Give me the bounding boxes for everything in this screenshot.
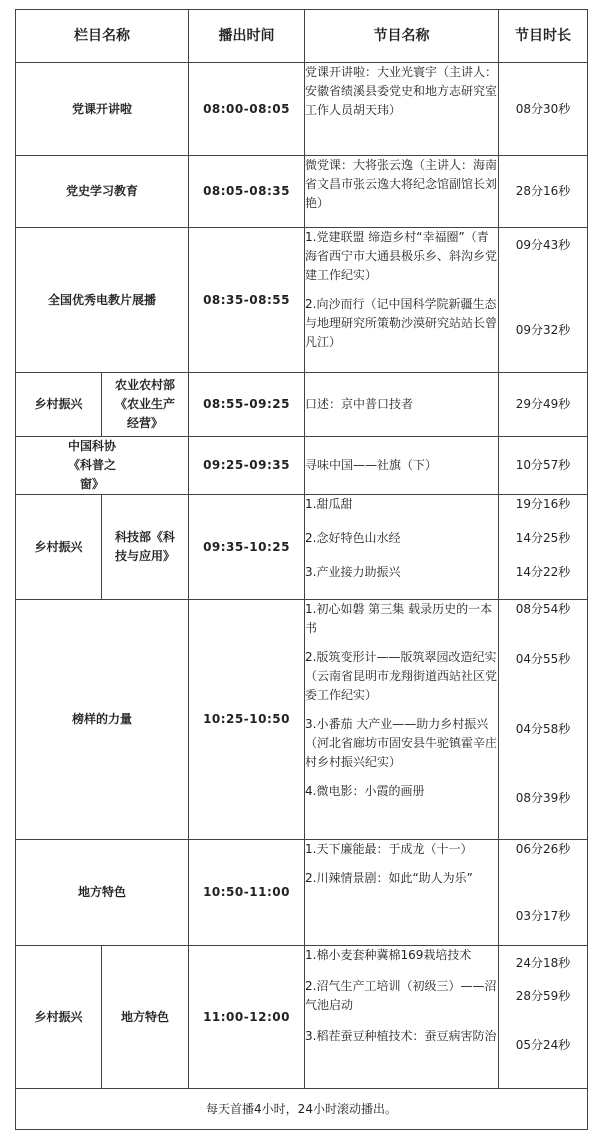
program-item: 2.版筑变形计——版筑翠园改造纪实（云南省昆明市龙翔街道西站社区党委工作纪实） [305, 650, 498, 702]
sub-column-name: 科技部《科技与应用》 [102, 495, 189, 600]
sub-column-name: 地方特色 [102, 946, 189, 1089]
duration-item: 29分49秒 [515, 397, 571, 411]
table-row [16, 495, 588, 600]
program-cell [305, 437, 499, 495]
program-cell [305, 946, 499, 1089]
table-row [16, 840, 588, 946]
program-item: 1.天下廉能最：于成龙（十一） [305, 842, 473, 856]
header-air-time: 播出时间 [189, 10, 305, 63]
air-time: 10:25-10:50 [189, 600, 305, 840]
program-item: 4.微电影：小霞的画册 [305, 784, 425, 798]
duration-item: 08分39秒 [515, 791, 571, 805]
duration-item: 08分54秒 [515, 602, 571, 616]
program-item: 微党课：大将张云逸（主讲人：海南省文昌市张云逸大将纪念馆副馆长刘艳） [305, 158, 498, 210]
header-row [16, 10, 588, 63]
duration-cell [499, 156, 588, 228]
column-name: 中国科协《科普之窗》 [16, 437, 189, 495]
duration-item: 10分57秒 [515, 458, 571, 472]
duration-item: 05分24秒 [515, 1038, 571, 1052]
column-name: 乡村振兴 [16, 946, 102, 1089]
table-row [16, 373, 588, 437]
duration-cell [499, 495, 588, 600]
header-program-name: 节目名称 [305, 10, 499, 63]
duration-cell [499, 63, 588, 156]
table-row [16, 437, 588, 495]
air-time: 10:50-11:00 [189, 840, 305, 946]
column-name: 党史学习教育 [16, 156, 189, 228]
table-row [16, 600, 588, 840]
duration-item: 08分30秒 [515, 101, 571, 116]
table-row [16, 228, 588, 373]
program-item: 口述：京中普口技者 [305, 397, 414, 411]
duration-item: 28分16秒 [515, 184, 571, 198]
duration-item: 03分17秒 [515, 909, 571, 923]
air-time: 09:35-10:25 [189, 495, 305, 600]
program-item: 2.念好特色山水经 [305, 531, 401, 545]
column-name: 地方特色 [16, 840, 189, 946]
program-cell [305, 63, 499, 156]
program-cell [305, 228, 499, 373]
program-item: 2.向沙而行（记中国科学院新疆生态与地理研究所策勒沙漠研究站站长曾凡江） [305, 297, 498, 349]
table-row [16, 156, 588, 228]
air-time: 08:35-08:55 [189, 228, 305, 373]
table-row [16, 63, 588, 156]
air-time: 08:55-09:25 [189, 373, 305, 437]
program-item: 3.产业接力助振兴 [305, 565, 401, 579]
column-name: 榜样的力量 [16, 600, 189, 840]
air-time: 11:00-12:00 [189, 946, 305, 1089]
program-item: 2.沼气生产工培训（初级三）——沼气池启动 [305, 979, 497, 1012]
program-cell [305, 495, 499, 600]
schedule-table [15, 9, 588, 1130]
air-time: 08:00-08:05 [189, 63, 305, 156]
column-name: 党课开讲啦 [16, 63, 189, 156]
program-cell [305, 373, 499, 437]
program-item: 寻味中国——社旗（下） [305, 458, 438, 472]
duration-item: 28分59秒 [515, 989, 571, 1003]
duration-item: 24分18秒 [515, 956, 571, 970]
duration-item: 04分55秒 [515, 652, 571, 666]
duration-cell [499, 600, 588, 840]
program-cell [305, 600, 499, 840]
program-item: 1.甜瓜甜 [305, 497, 353, 511]
air-time: 08:05-08:35 [189, 156, 305, 228]
program-item: 2.川辣情景剧：如此“助人为乐” [305, 871, 473, 885]
duration-item: 09分32秒 [515, 323, 571, 337]
program-cell [305, 840, 499, 946]
program-item: 3.小番茄 大产业——助力乡村振兴（河北省廊坊市固安县牛驼镇霍辛庄村乡村振兴纪实） [305, 717, 498, 769]
program-item: 1.棉小麦套种冀棉169栽培技术 [305, 948, 472, 962]
sub-column-name: 农业农村部《农业生产经营》 [102, 373, 189, 437]
duration-item: 09分43秒 [515, 238, 571, 252]
duration-cell [499, 946, 588, 1089]
footer-note: 每天首播4小时，24小时滚动播出。 [16, 1089, 588, 1130]
header-column-name: 栏目名称 [16, 10, 189, 63]
column-name: 乡村振兴 [16, 373, 102, 437]
duration-cell [499, 840, 588, 946]
column-name: 乡村振兴 [16, 495, 102, 600]
program-item: 党课开讲啦：大业光寰宇（主讲人：安徽省绩溪县委党史和地方志研究室工作人员胡天玮） [305, 65, 498, 117]
column-name: 全国优秀电教片展播 [16, 228, 189, 373]
air-time: 09:25-09:35 [189, 437, 305, 495]
header-duration: 节目时长 [499, 10, 588, 63]
program-cell [305, 156, 499, 228]
program-item: 1.初心如磐 第三集 载录历史的一本书 [305, 602, 493, 635]
duration-cell [499, 437, 588, 495]
duration-item: 06分26秒 [515, 842, 571, 856]
duration-item: 14分25秒 [515, 531, 571, 545]
duration-item: 04分58秒 [515, 722, 571, 736]
table-row [16, 946, 588, 1089]
duration-item: 14分22秒 [515, 565, 571, 579]
duration-item: 19分16秒 [515, 497, 571, 511]
footer-row [16, 1089, 588, 1130]
program-item: 1.党建联盟 缔造乡村“幸福圈”（青海省西宁市大通县极乐乡、斜沟乡党建工作纪实） [305, 230, 498, 282]
duration-cell [499, 228, 588, 373]
program-item: 3.稻茬蚕豆种植技术：蚕豆病害防治 [305, 1029, 497, 1043]
duration-cell [499, 373, 588, 437]
